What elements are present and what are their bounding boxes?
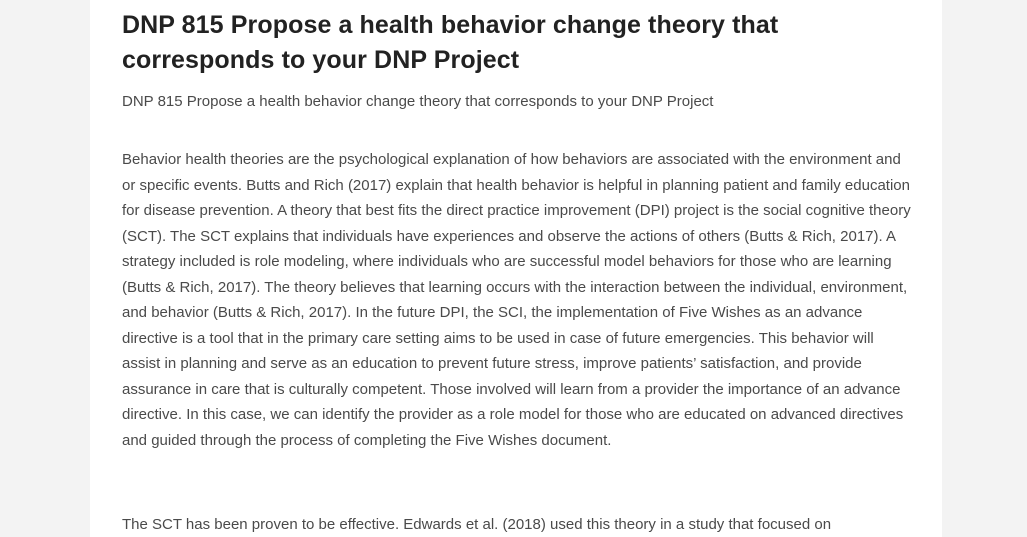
article-card (90, 0, 942, 537)
page-title: DNP 815 Propose a health behavior change theory that corresponds to your DNP Project (122, 11, 779, 74)
article-subtitle: DNP 815 Propose a health behavior change theory that corresponds to your DNP Project (122, 93, 714, 110)
article-paragraph: Behavior health theories are the psychological explanation of how behaviors are associated with the environment and or specific events. Butts and Rich (2017) explain that health behavior is helpful in planning patient and family education for disease prevention. A theory that best fits the direct practice improvement (DPI) project is the social cognitive theory (SCT). The SCT explains that individuals have experiences and observe the actions of others (Butts & Rich, 2017). A strategy included is role modeling, where individuals who are successful model behaviors for those who are learning (Butts & Rich, 2017). The theory believes that learning occurs with the interaction between the individual, environment, and behavior (Butts & Rich, 2017). In the future DPI, the SCI, the implementation of Five Wishes as an advance directive is a tool that in the primary care setting aims to be used in case of future emergencies. This behavior will assist in planning and serve as an education to prevent future stress, improve patients’ satisfaction, and provide assurance in care that is culturally competent. Those involved will learn from a provider the importance of an advance directive. In this case, we can identify the provider as a role model for those who are educated on advanced directives and guided through the process of completing the Five Wishes document. (122, 151, 911, 449)
article-paragraph: The SCT has been proven to be effective. Edwards et al. (2018) used this theory in a study that focused on (122, 516, 832, 533)
